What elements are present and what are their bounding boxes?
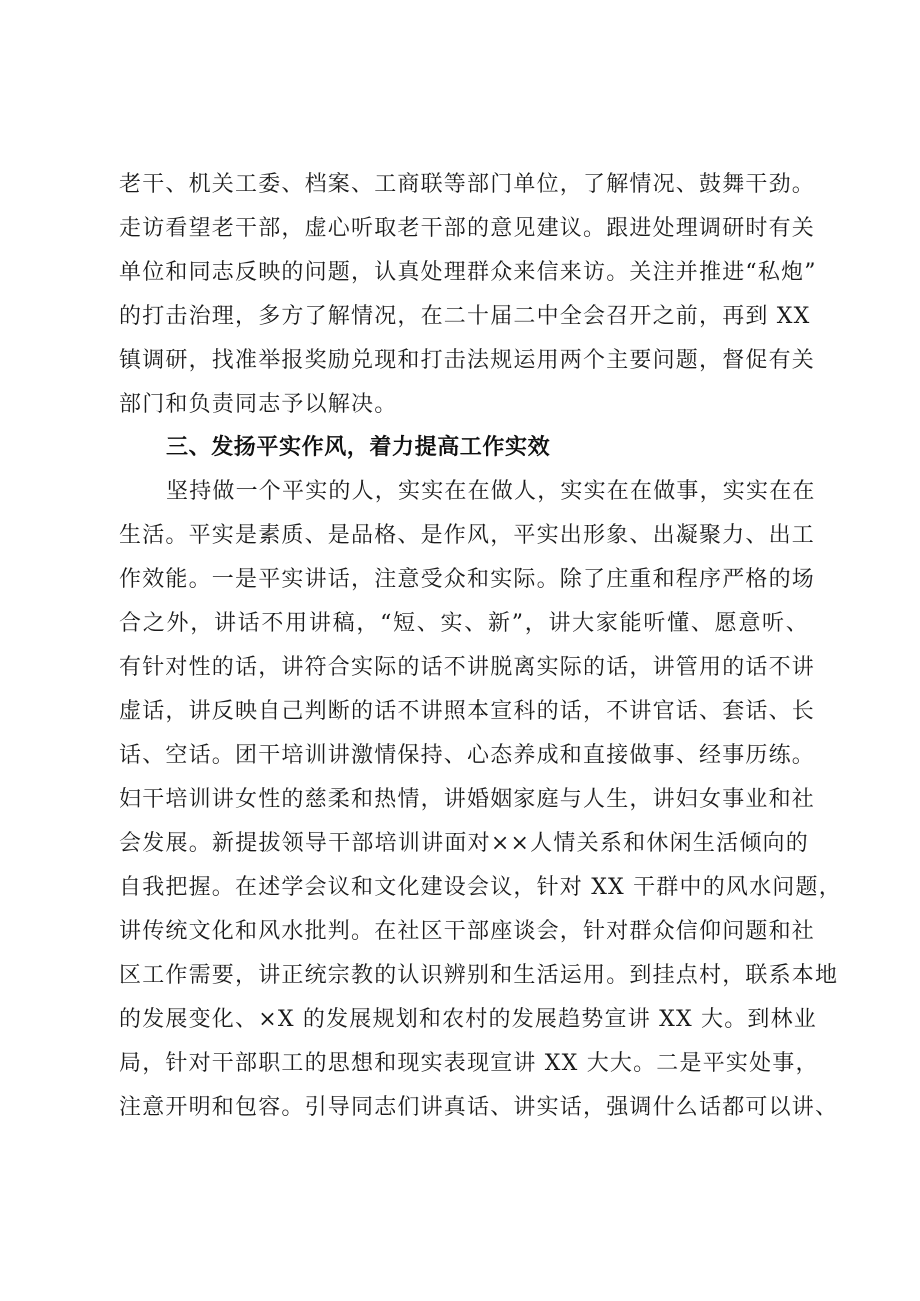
paragraph2-line-12: 区工作需要，讲正统宗教的认识辨别和生活运用。到挂点村，联系本地 xyxy=(119,963,839,988)
paragraph2-line-2: 生活。平实是素质、是品格、是作风，平实出形象、出凝聚力、出工 xyxy=(119,523,816,548)
paragraph2-line-10: 自我把握。在述学会议和文化建设会议，针对 XX 干群中的风水问题， xyxy=(119,875,842,900)
paragraph2-line-1: 坚持做一个平实的人，实实在在做人，实实在在做事，实实在在 xyxy=(166,479,816,504)
paragraph1-line-5: 镇调研，找准举报奖励兑现和打击法规运用两个主要问题，督促有关 xyxy=(119,348,816,373)
paragraph2-line-5: 有针对性的话，讲符合实际的话不讲脱离实际的话，讲管用的话不讲 xyxy=(119,655,816,680)
paragraph2-line-9: 会发展。新提拔领导干部培训讲面对××人情关系和休闲生活倾向的 xyxy=(119,831,809,856)
paragraph2-line-11: 讲传统文化和风水批判。在社区干部座谈会，针对群众信仰问题和社 xyxy=(119,919,816,944)
paragraph2-line-6: 虚话，讲反映自己判断的话不讲照本宣科的话，不讲官话、套话、长 xyxy=(119,699,816,724)
paragraph2-line-4: 合之外，讲话不用讲稿，“短、实、新”，讲大家能听懂、愿意听、 xyxy=(119,611,809,636)
paragraph2-line-14: 局，针对干部职工的思想和现实表现宣讲 XX 大大。二是平实处事， xyxy=(119,1051,819,1076)
paragraph1-line-3: 单位和同志反映的问题，认真处理群众来信来访。关注并推进“私炮” xyxy=(119,260,817,285)
paragraph2-line-13: 的发展变化、×X 的发展规划和农村的发展趋势宣讲 XX 大。到林业 xyxy=(119,1007,818,1032)
paragraph1-line-1: 老干、机关工委、档案、工商联等部门单位，了解情况、鼓舞干劲。 xyxy=(119,172,816,197)
paragraph1-line-4: 的打击治理，多方了解情况，在二十届二中全会召开之前，再到 XX xyxy=(119,304,811,329)
paragraph2-line-8: 妇干培训讲女性的慈柔和热情，讲婚姻家庭与人生，讲妇女事业和社 xyxy=(119,787,816,812)
paragraph1-line-2: 走访看望老干部，虚心听取老干部的意见建议。跟进处理调研时有关 xyxy=(119,216,816,241)
paragraph1-line-6: 部门和负责同志予以解决。 xyxy=(119,392,398,417)
section-heading: 三、发扬平实作风，着力提高工作实效 xyxy=(166,435,551,460)
paragraph2-line-15: 注意开明和包容。引导同志们讲真话、讲实话，强调什么话都可以讲、 xyxy=(119,1095,839,1120)
paragraph2-line-3: 作效能。一是平实讲话，注意受众和实际。除了庄重和程序严格的场 xyxy=(119,567,816,592)
paragraph2-line-7: 话、空话。团干培训讲激情保持、心态养成和直接做事、经事历练。 xyxy=(119,743,816,768)
